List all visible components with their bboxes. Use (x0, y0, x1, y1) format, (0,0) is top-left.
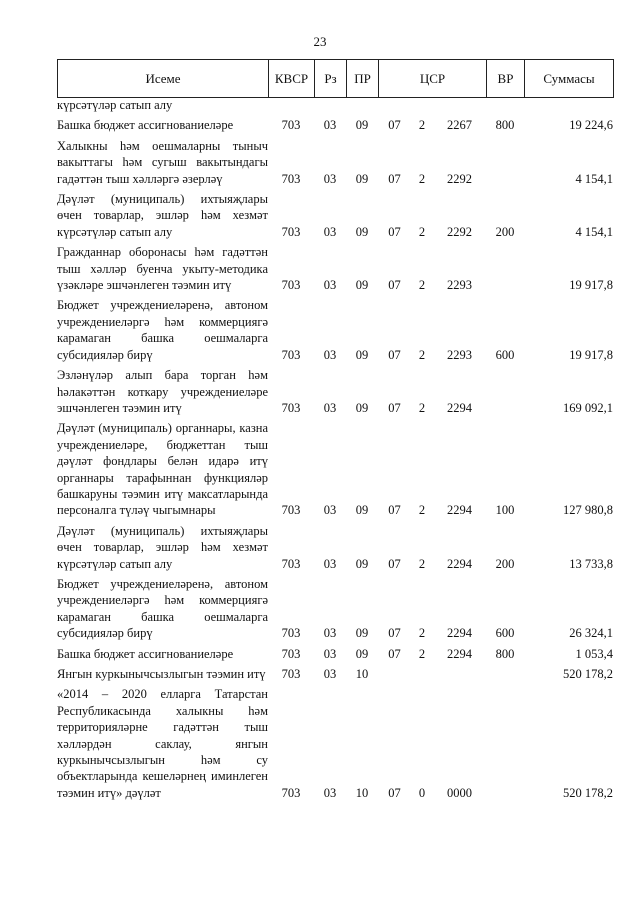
row-csr-subprogram: 2 (418, 646, 426, 661)
row-name: Янгын куркынычсызлыгын тәэмин итү (57, 667, 266, 681)
row-name: Дәүләт (муниципаль) ихтыяҗлары өчен товарлар, эшләр һәм хезмәт күрсәтүләр сатып алу (57, 523, 268, 571)
row-sum: 1 053,4 (575, 646, 613, 661)
table-header (57, 59, 614, 98)
row-kvsr: 703 (281, 400, 301, 415)
row-csr-program: 07 (388, 118, 401, 133)
row-pr: 09 (355, 400, 369, 415)
row-csr-subprogram: 2 (418, 503, 426, 518)
row-sum: 13 733,8 (569, 556, 613, 571)
row-csr-code: 2292 (447, 171, 472, 186)
row-rz: 03 (323, 278, 337, 293)
row-rz: 03 (323, 118, 337, 133)
row-pr: 09 (355, 224, 369, 239)
row-vr: 600 (495, 626, 515, 641)
row-csr-code: 2294 (447, 556, 472, 571)
row-sum: 4 154,1 (575, 171, 613, 186)
row-rz: 03 (323, 171, 337, 186)
row-vr: 200 (495, 556, 515, 571)
row-name: Эзләнүләр алып бара торган һәм һәлакәттән коткару учреждениеләре эшчәнлеген тәэмин итү (57, 368, 268, 415)
row-sum: 4 154,1 (575, 224, 613, 239)
budget-table (57, 96, 613, 804)
row-csr-subprogram: 2 (418, 400, 426, 415)
table-row (57, 665, 613, 685)
row-vr: 800 (495, 646, 515, 661)
row-sum: 19 917,8 (569, 278, 613, 293)
row-csr-program: 07 (388, 785, 401, 800)
row-name: Бюджет учреждениеләренә, автоном учреждениеләргә һәм коммерциягә карамаган башка оешмаларга субсидияләр бирү (57, 298, 268, 362)
row-csr-program: 07 (388, 503, 401, 518)
row-kvsr: 703 (281, 171, 301, 186)
row-name: Гражданнар оборонасы һәм гадәттән тыш хәлләр буенча укыту-методика үзәкләре эшчәнлеген тәэмин итү (57, 245, 268, 293)
row-kvsr: 703 (281, 278, 301, 293)
table-row (57, 190, 613, 243)
row-csr-program: 07 (388, 400, 401, 415)
row-pr: 09 (355, 556, 369, 571)
row-name: Халыкны һәм оешмаларны тыныч вакыттагы һәм сугыш вакытындагы гадәттән тыш хәлләргә әзерләү (57, 138, 268, 186)
row-pr (346, 96, 378, 116)
row-csr-subprogram: 2 (418, 171, 426, 186)
row-rz: 03 (323, 785, 337, 800)
header-pr: ПР (347, 60, 379, 98)
row-sum: 19 224,6 (569, 118, 613, 133)
row-kvsr: 703 (281, 503, 301, 518)
row-sum (524, 96, 613, 116)
row-csr-code: 2293 (447, 278, 472, 293)
row-rz: 03 (323, 347, 337, 362)
row-name: Башка бюджет ассигнованиеләре (57, 646, 234, 661)
row-kvsr: 703 (281, 556, 301, 571)
row-sum: 19 917,8 (569, 347, 613, 362)
table-row (57, 137, 613, 190)
row-name: Дәүләт (муниципаль) органнары, казна учреждениеләре, бюджеттан тыш дәүләт фондлары белән идарә итү органнары тарафыннан функцияләр башкаруны тәэмин итү максатларында персоналга түләү чыгымнары (57, 421, 268, 518)
header-kvsr: КВСР (269, 60, 315, 98)
header-vr: ВР (487, 60, 525, 98)
row-kvsr: 703 (281, 785, 301, 800)
row-csr-program: 07 (388, 646, 401, 661)
row-sum: 520 178,2 (563, 785, 613, 800)
row-csr-subprogram: 2 (418, 118, 426, 133)
row-csr-code (433, 665, 486, 685)
row-kvsr: 703 (281, 626, 301, 641)
row-csr-code (433, 96, 486, 116)
row-csr-subprogram: 2 (418, 278, 426, 293)
row-csr-program: 07 (388, 224, 401, 239)
row-csr-subprogram: 2 (418, 224, 426, 239)
row-rz: 03 (323, 667, 337, 681)
row-csr-subprogram: 2 (418, 347, 426, 362)
row-pr: 09 (355, 347, 369, 362)
row-kvsr: 703 (281, 118, 301, 133)
row-sum: 169 092,1 (563, 400, 613, 415)
row-kvsr: 703 (281, 224, 301, 239)
row-vr: 800 (495, 118, 515, 133)
table-row (57, 296, 613, 366)
header-sum: Суммасы (525, 60, 614, 98)
row-rz: 03 (323, 224, 337, 239)
row-vr: 100 (495, 503, 515, 518)
table-row (57, 645, 613, 665)
table-row (57, 522, 613, 575)
row-csr-subprogram (411, 665, 433, 685)
row-rz (314, 96, 346, 116)
page-number: 23 (313, 34, 327, 49)
header-csr: ЦСР (379, 60, 487, 98)
row-kvsr: 703 (281, 347, 301, 362)
row-csr-code: 2294 (447, 400, 472, 415)
row-vr (486, 685, 524, 804)
row-vr (486, 137, 524, 190)
row-csr-subprogram: 2 (418, 556, 426, 571)
row-rz: 03 (323, 556, 337, 571)
row-sum: 26 324,1 (569, 626, 613, 641)
row-rz: 03 (323, 503, 337, 518)
row-csr-program: 07 (388, 347, 401, 362)
table-row (57, 96, 613, 116)
row-vr: 200 (495, 224, 515, 239)
row-csr-code: 2294 (447, 626, 472, 641)
row-csr-program (378, 96, 411, 116)
row-csr-code: 2293 (447, 347, 472, 362)
row-csr-program: 07 (388, 626, 401, 641)
header-name: Исеме (58, 60, 269, 98)
row-sum: 520 178,2 (563, 667, 613, 681)
row-csr-subprogram: 2 (418, 626, 426, 641)
row-pr: 09 (355, 646, 369, 661)
row-csr-code: 0000 (447, 785, 472, 800)
row-vr (486, 665, 524, 685)
table-row (57, 419, 613, 521)
row-rz: 03 (323, 646, 337, 661)
row-kvsr (268, 96, 314, 116)
row-name: Бюджет учреждениеләренә, автоном учреждениеләргә һәм коммерциягә карамаган башка оешмаларга субсидияләр бирү (57, 576, 268, 641)
row-vr (486, 243, 524, 296)
row-csr-code: 2294 (447, 503, 472, 518)
row-kvsr: 703 (281, 667, 301, 681)
row-vr (486, 366, 524, 419)
row-pr: 09 (355, 626, 369, 641)
row-pr: 10 (355, 667, 369, 681)
row-name: «2014 – 2020 елларга Татарстан Республикасында халыкны һәм территорияләрне гадәттән тыш хәлләрдән саклау, янгын куркынычсызлыгын һәм су объектларында кешеләрнең иминлеген тәэмин итү» дәүләт (57, 687, 268, 800)
row-csr-code: 2267 (447, 118, 472, 133)
row-csr-code: 2292 (447, 224, 472, 239)
table-row (57, 366, 613, 419)
row-vr (486, 96, 524, 116)
row-csr-code: 2294 (447, 646, 472, 661)
row-pr: 09 (355, 503, 369, 518)
table-row (57, 685, 613, 804)
row-vr: 600 (495, 347, 515, 362)
row-csr-program: 07 (388, 278, 401, 293)
row-name: күрсәтүләр сатып алу (57, 98, 173, 112)
row-sum: 127 980,8 (563, 503, 613, 518)
row-csr-program: 07 (388, 556, 401, 571)
row-csr-program (378, 665, 411, 685)
row-pr: 10 (355, 785, 369, 800)
row-csr-subprogram: 0 (418, 785, 426, 800)
header-rz: Рз (315, 60, 347, 98)
table-row (57, 116, 613, 136)
row-pr: 09 (355, 171, 369, 186)
row-kvsr: 703 (281, 646, 301, 661)
table-row (57, 243, 613, 296)
row-name: Башка бюджет ассигнованиеләре (57, 118, 234, 133)
row-csr-program: 07 (388, 171, 401, 186)
table-row (57, 575, 613, 645)
row-name: Дәүләт (муниципаль) ихтыяҗлары өчен товарлар, эшләр һәм хезмәт күрсәтүләр сатып алу (57, 192, 268, 239)
row-pr: 09 (355, 118, 369, 133)
row-rz: 03 (323, 626, 337, 641)
row-pr: 09 (355, 278, 369, 293)
row-csr-subprogram (411, 96, 433, 116)
row-rz: 03 (323, 400, 337, 415)
